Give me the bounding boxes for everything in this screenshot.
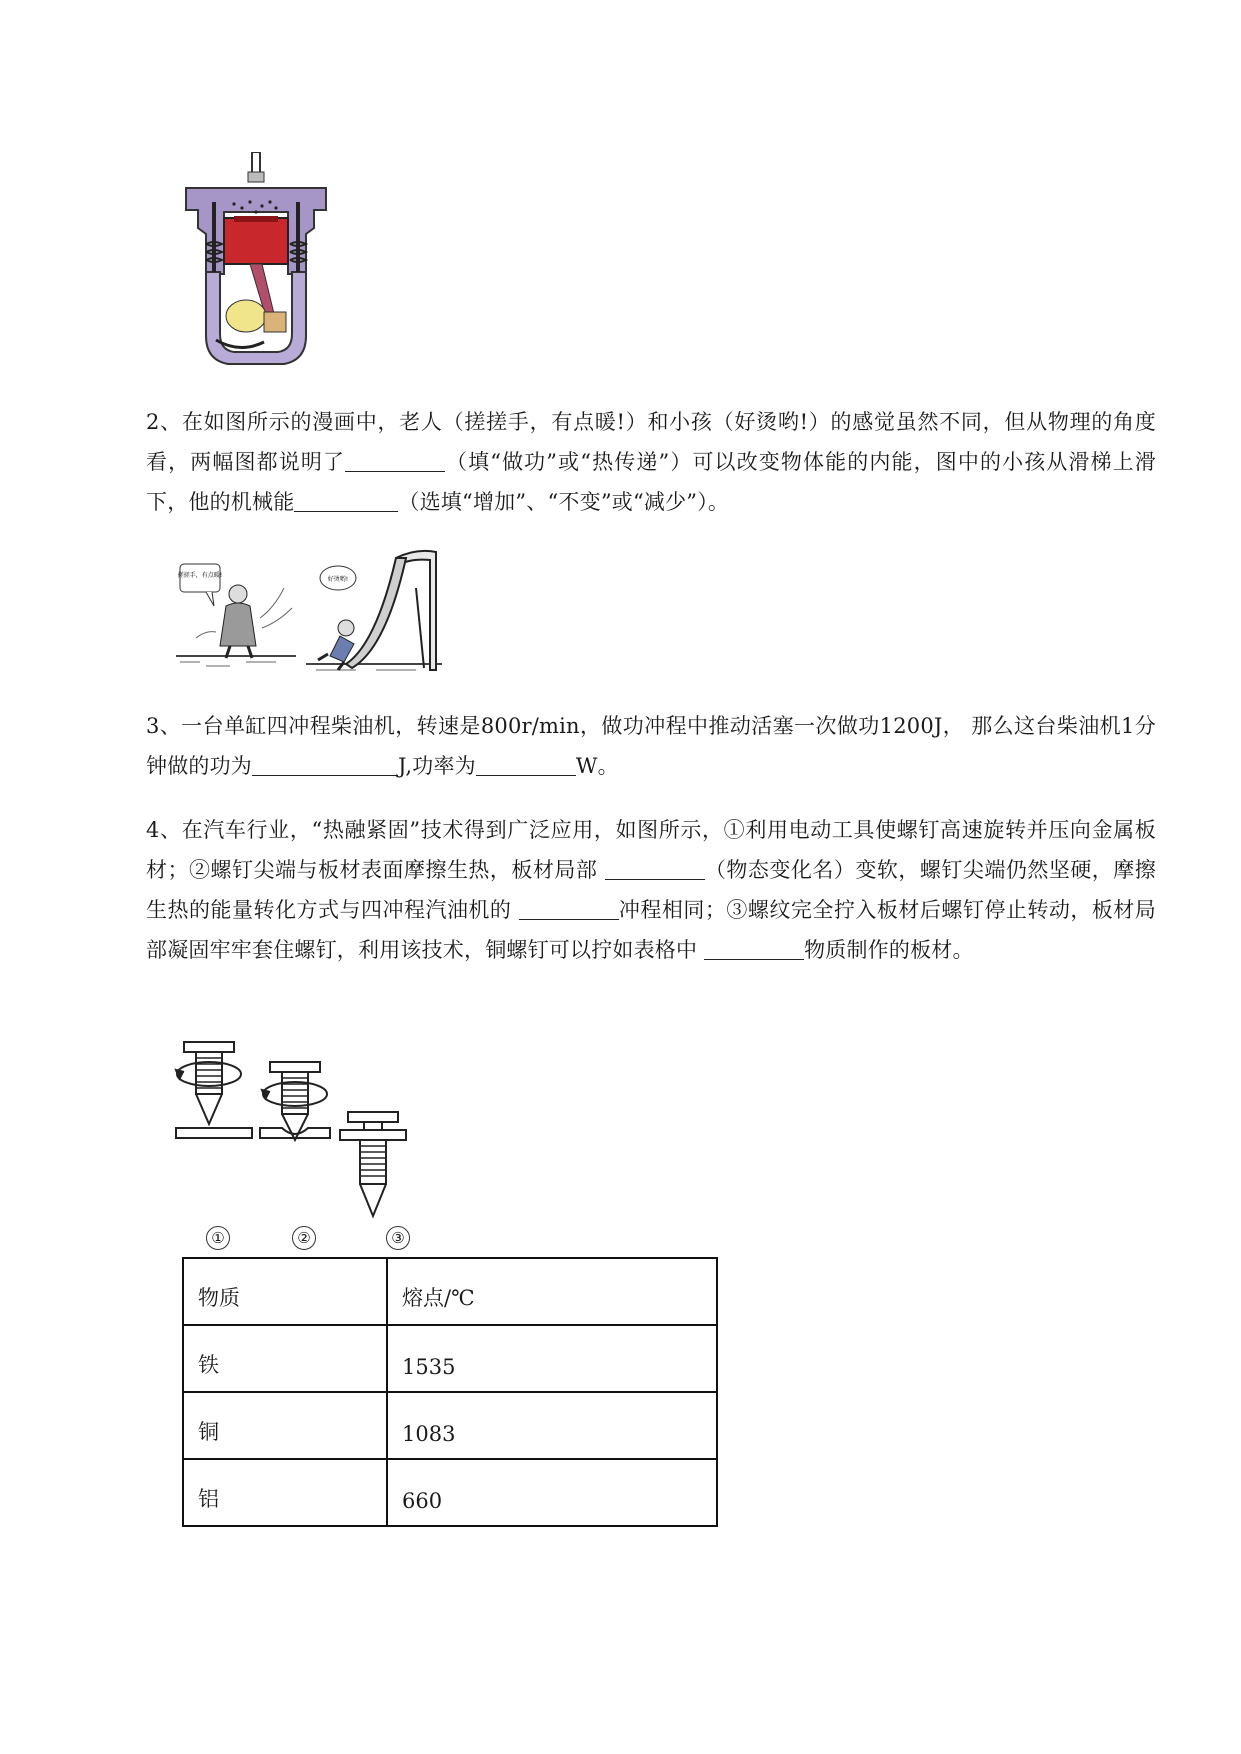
table-cell: 660 bbox=[387, 1459, 717, 1526]
q4-blank-1[interactable] bbox=[605, 857, 705, 880]
q2-text-1: 2、在如图所示的漫画中，老人（搓搓手，有点暖!）和小孩（好烫哟!）的感觉虽然不同，但从物理的角度看，两幅图都说明了 bbox=[146, 410, 1156, 474]
table-cell: 铁 bbox=[183, 1325, 387, 1392]
table-cell: 1083 bbox=[387, 1392, 717, 1459]
melting-point-table bbox=[182, 1257, 718, 1527]
q3-text-1: 3、一台单缸四冲程柴油机，转速是800r/min，做功冲程中推动活塞一次做功1200J， 那么这台柴油机1分钟做的功为 bbox=[146, 714, 1156, 778]
step-label-2: ② bbox=[292, 1226, 316, 1250]
question-2 bbox=[146, 402, 1156, 522]
question-3 bbox=[146, 706, 1156, 786]
table-row bbox=[183, 1459, 717, 1526]
q2-blank-1[interactable] bbox=[345, 449, 445, 472]
screw-step-3 bbox=[340, 1112, 406, 1216]
q2-blank-2[interactable] bbox=[294, 489, 398, 512]
bubble-right-text: 好烫哟! bbox=[327, 576, 349, 583]
q2-text-2: （填“做功”或“热传递”）可以改变物体能的内能，图中的小孩从滑梯上滑下，他的机械能 bbox=[146, 450, 1156, 514]
q4-text-3: 冲程相同；③螺纹完全拧入板材后螺钉停止转动，板材局部凝固牢牢套住螺钉，利用该技术，铜螺钉可以拧如表格中 bbox=[146, 898, 1157, 962]
q4-blank-2[interactable] bbox=[519, 897, 619, 920]
step-label-3: ③ bbox=[386, 1226, 410, 1250]
table-header-cell: 物质 bbox=[183, 1258, 387, 1325]
q4-text-2: （物态变化名）变软，螺钉尖端仍然坚硬，摩擦生热的能量转化方式与四冲程汽油机的 bbox=[146, 858, 1157, 922]
q3-blank-2[interactable] bbox=[476, 753, 576, 776]
table-cell: 1535 bbox=[387, 1325, 717, 1392]
table-header-row bbox=[183, 1258, 717, 1325]
cartoon-figure bbox=[176, 548, 442, 674]
table-cell: 铝 bbox=[183, 1459, 387, 1526]
screw-step-2 bbox=[260, 1062, 330, 1140]
q4-blank-3[interactable] bbox=[704, 937, 804, 960]
q3-text-3: W。 bbox=[575, 754, 619, 778]
q4-text-1: 4、在汽车行业，“热融紧固”技术得到广泛应用，如图所示，①利用电动工具使螺钉高速旋转并压向金属板材；②螺钉尖端与板材表面摩擦生热，板材局部 bbox=[146, 818, 1156, 882]
q4-text-4: 物质制作的板材。 bbox=[804, 938, 974, 962]
q2-text-3: （选填“增加”、“不变”或“减少”）。 bbox=[398, 490, 730, 514]
table-header-cell: 熔点/℃ bbox=[387, 1258, 717, 1325]
screw-step-1 bbox=[176, 1042, 252, 1138]
table-cell: 铜 bbox=[183, 1392, 387, 1459]
table-row bbox=[183, 1392, 717, 1459]
engine-cylinder-figure bbox=[176, 152, 336, 370]
table-row bbox=[183, 1325, 717, 1392]
question-4 bbox=[146, 810, 1156, 970]
q3-blank-1[interactable] bbox=[252, 753, 398, 776]
bubble-left-text: 搓搓手，有点暖! bbox=[177, 572, 223, 579]
q3-text-2: J,功率为 bbox=[398, 754, 476, 778]
screw-process-figure bbox=[174, 1040, 444, 1220]
step-label-1: ① bbox=[206, 1226, 230, 1250]
